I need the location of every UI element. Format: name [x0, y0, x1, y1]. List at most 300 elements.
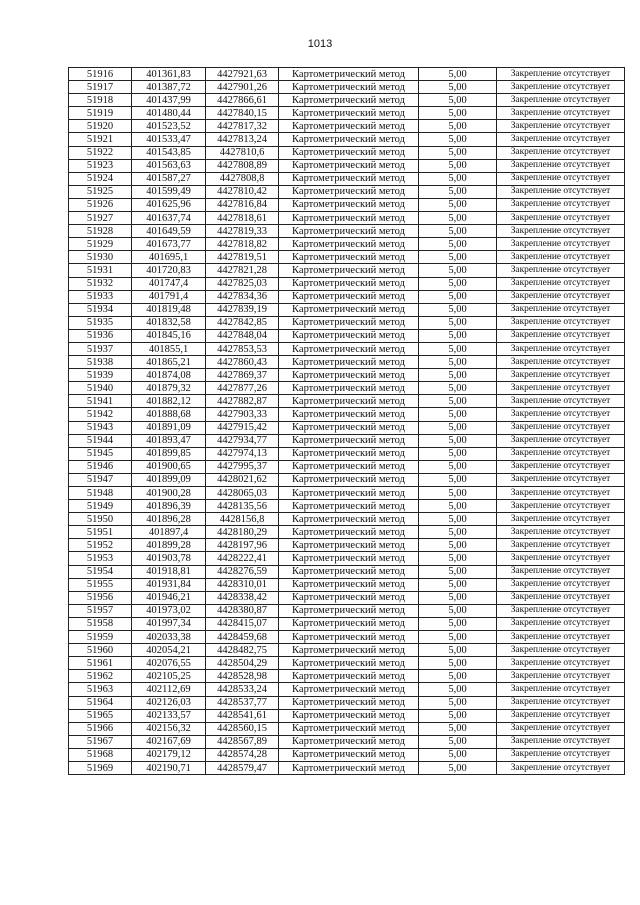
page-number: 1013: [307, 38, 333, 50]
y-coordinate-cell: 4428197,96: [206, 539, 279, 552]
y-coordinate-cell: 4427810,6: [206, 146, 279, 159]
table-row: [69, 526, 625, 539]
point-number-cell: 51949: [69, 500, 132, 513]
method-cell: Картометрический метод: [279, 277, 419, 290]
x-coordinate-cell: 401791,4: [132, 290, 206, 303]
point-number-cell: 51956: [69, 591, 132, 604]
accuracy-cell: 5,00: [419, 735, 497, 748]
method-cell: Картометрический метод: [279, 670, 419, 683]
method-cell: Картометрический метод: [279, 513, 419, 526]
accuracy-cell: 5,00: [419, 107, 497, 120]
fixation-note-cell: Закрепление отсутствует: [497, 133, 625, 146]
table-row: [69, 172, 625, 185]
accuracy-cell: 5,00: [419, 644, 497, 657]
x-coordinate-cell: 401819,48: [132, 303, 206, 316]
accuracy-cell: 5,00: [419, 748, 497, 761]
y-coordinate-cell: 4427853,53: [206, 342, 279, 355]
table-row: [69, 460, 625, 473]
table-row: [69, 133, 625, 146]
point-number-cell: 51951: [69, 526, 132, 539]
point-number-cell: 51923: [69, 159, 132, 172]
y-coordinate-cell: 4427995,37: [206, 460, 279, 473]
point-number-cell: 51966: [69, 722, 132, 735]
x-coordinate-cell: 401879,32: [132, 382, 206, 395]
table-row: [69, 107, 625, 120]
method-cell: Картометрический метод: [279, 264, 419, 277]
point-number-cell: 51935: [69, 316, 132, 329]
accuracy-cell: 5,00: [419, 159, 497, 172]
x-coordinate-cell: 401587,27: [132, 172, 206, 185]
table-row: [69, 395, 625, 408]
table-row: [69, 487, 625, 500]
method-cell: Картометрический метод: [279, 473, 419, 486]
table-row: [69, 277, 625, 290]
accuracy-cell: 5,00: [419, 146, 497, 159]
x-coordinate-cell: 401899,09: [132, 473, 206, 486]
fixation-note-cell: Закрепление отсутствует: [497, 552, 625, 565]
table-row: [69, 342, 625, 355]
table-row: [69, 761, 625, 774]
y-coordinate-cell: 4427974,13: [206, 447, 279, 460]
x-coordinate-cell: 401637,74: [132, 212, 206, 225]
accuracy-cell: 5,00: [419, 290, 497, 303]
fixation-note-cell: Закрепление отсутствует: [497, 500, 625, 513]
y-coordinate-cell: 4427860,43: [206, 356, 279, 369]
x-coordinate-cell: 401649,59: [132, 225, 206, 238]
table-row: [69, 591, 625, 604]
method-cell: Картометрический метод: [279, 421, 419, 434]
x-coordinate-cell: 402076,55: [132, 657, 206, 670]
y-coordinate-cell: 4428222,41: [206, 552, 279, 565]
x-coordinate-cell: 402167,69: [132, 735, 206, 748]
table-row: [69, 408, 625, 421]
x-coordinate-cell: 401874,08: [132, 369, 206, 382]
point-number-cell: 51955: [69, 578, 132, 591]
table-row: [69, 382, 625, 395]
x-coordinate-cell: 401882,12: [132, 395, 206, 408]
fixation-note-cell: Закрепление отсутствует: [497, 696, 625, 709]
method-cell: Картометрический метод: [279, 578, 419, 591]
y-coordinate-cell: 4428415,07: [206, 617, 279, 630]
accuracy-cell: 5,00: [419, 382, 497, 395]
accuracy-cell: 5,00: [419, 277, 497, 290]
point-number-cell: 51959: [69, 631, 132, 644]
fixation-note-cell: Закрепление отсутствует: [497, 342, 625, 355]
x-coordinate-cell: 401946,21: [132, 591, 206, 604]
y-coordinate-cell: 4428180,29: [206, 526, 279, 539]
table-row: [69, 120, 625, 133]
point-number-cell: 51922: [69, 146, 132, 159]
point-number-cell: 51969: [69, 761, 132, 774]
accuracy-cell: 5,00: [419, 185, 497, 198]
point-number-cell: 51937: [69, 342, 132, 355]
point-number-cell: 51920: [69, 120, 132, 133]
method-cell: Картометрический метод: [279, 94, 419, 107]
table-row: [69, 513, 625, 526]
y-coordinate-cell: 4427834,36: [206, 290, 279, 303]
fixation-note-cell: Закрепление отсутствует: [497, 447, 625, 460]
point-number-cell: 51933: [69, 290, 132, 303]
x-coordinate-cell: 401673,77: [132, 238, 206, 251]
y-coordinate-cell: 4428567,89: [206, 735, 279, 748]
accuracy-cell: 5,00: [419, 81, 497, 94]
point-number-cell: 51921: [69, 133, 132, 146]
method-cell: Картометрический метод: [279, 146, 419, 159]
table-row: [69, 670, 625, 683]
point-number-cell: 51958: [69, 617, 132, 630]
table-row: [69, 212, 625, 225]
point-number-cell: 51927: [69, 212, 132, 225]
fixation-note-cell: Закрепление отсутствует: [497, 513, 625, 526]
x-coordinate-cell: 402105,25: [132, 670, 206, 683]
accuracy-cell: 5,00: [419, 565, 497, 578]
table-row: [69, 81, 625, 94]
x-coordinate-cell: 402054,21: [132, 644, 206, 657]
accuracy-cell: 5,00: [419, 172, 497, 185]
table-row: [69, 683, 625, 696]
accuracy-cell: 5,00: [419, 657, 497, 670]
method-cell: Картометрический метод: [279, 565, 419, 578]
fixation-note-cell: Закрепление отсутствует: [497, 329, 625, 342]
method-cell: Картометрический метод: [279, 185, 419, 198]
fixation-note-cell: Закрепление отсутствует: [497, 225, 625, 238]
y-coordinate-cell: 4428021,62: [206, 473, 279, 486]
fixation-note-cell: Закрепление отсутствует: [497, 591, 625, 604]
y-coordinate-cell: 4427934,77: [206, 434, 279, 447]
point-number-cell: 51964: [69, 696, 132, 709]
y-coordinate-cell: 4428459,68: [206, 631, 279, 644]
x-coordinate-cell: 401865,21: [132, 356, 206, 369]
x-coordinate-cell: 402112,69: [132, 683, 206, 696]
method-cell: Картометрический метод: [279, 251, 419, 264]
method-cell: Картометрический метод: [279, 81, 419, 94]
accuracy-cell: 5,00: [419, 434, 497, 447]
method-cell: Картометрический метод: [279, 342, 419, 355]
fixation-note-cell: Закрепление отсутствует: [497, 748, 625, 761]
method-cell: Картометрический метод: [279, 748, 419, 761]
accuracy-cell: 5,00: [419, 709, 497, 722]
y-coordinate-cell: 4427819,33: [206, 225, 279, 238]
accuracy-cell: 5,00: [419, 264, 497, 277]
accuracy-cell: 5,00: [419, 342, 497, 355]
accuracy-cell: 5,00: [419, 198, 497, 211]
fixation-note-cell: Закрепление отсутствует: [497, 617, 625, 630]
x-coordinate-cell: 401893,47: [132, 434, 206, 447]
table-row: [69, 447, 625, 460]
table-row: [69, 68, 625, 81]
fixation-note-cell: Закрепление отсутствует: [497, 526, 625, 539]
table-row: [69, 552, 625, 565]
accuracy-cell: 5,00: [419, 526, 497, 539]
y-coordinate-cell: 4428528,98: [206, 670, 279, 683]
point-number-cell: 51930: [69, 251, 132, 264]
method-cell: Картометрический метод: [279, 631, 419, 644]
accuracy-cell: 5,00: [419, 513, 497, 526]
x-coordinate-cell: 401903,78: [132, 552, 206, 565]
fixation-note-cell: Закрепление отсутствует: [497, 81, 625, 94]
point-number-cell: 51918: [69, 94, 132, 107]
y-coordinate-cell: 4427816,84: [206, 198, 279, 211]
x-coordinate-cell: 401891,09: [132, 421, 206, 434]
method-cell: Картометрический метод: [279, 133, 419, 146]
accuracy-cell: 5,00: [419, 460, 497, 473]
accuracy-cell: 5,00: [419, 722, 497, 735]
y-coordinate-cell: 4428380,87: [206, 604, 279, 617]
y-coordinate-cell: 4428574,28: [206, 748, 279, 761]
method-cell: Картометрический метод: [279, 539, 419, 552]
fixation-note-cell: Закрепление отсутствует: [497, 238, 625, 251]
point-number-cell: 51950: [69, 513, 132, 526]
method-cell: Картометрический метод: [279, 303, 419, 316]
fixation-note-cell: Закрепление отсутствует: [497, 460, 625, 473]
fixation-note-cell: Закрепление отсутствует: [497, 277, 625, 290]
accuracy-cell: 5,00: [419, 408, 497, 421]
accuracy-cell: 5,00: [419, 631, 497, 644]
method-cell: Картометрический метод: [279, 329, 419, 342]
fixation-note-cell: Закрепление отсутствует: [497, 68, 625, 81]
y-coordinate-cell: 4427810,42: [206, 185, 279, 198]
fixation-note-cell: Закрепление отсутствует: [497, 172, 625, 185]
point-number-cell: 51963: [69, 683, 132, 696]
point-number-cell: 51934: [69, 303, 132, 316]
accuracy-cell: 5,00: [419, 303, 497, 316]
x-coordinate-cell: 401543,85: [132, 146, 206, 159]
table-row: [69, 735, 625, 748]
method-cell: Картометрический метод: [279, 617, 419, 630]
y-coordinate-cell: 4427825,03: [206, 277, 279, 290]
method-cell: Картометрический метод: [279, 316, 419, 329]
x-coordinate-cell: 401720,83: [132, 264, 206, 277]
method-cell: Картометрический метод: [279, 408, 419, 421]
y-coordinate-cell: 4428156,8: [206, 513, 279, 526]
x-coordinate-cell: 401563,63: [132, 159, 206, 172]
fixation-note-cell: Закрепление отсутствует: [497, 264, 625, 277]
point-number-cell: 51967: [69, 735, 132, 748]
fixation-note-cell: Закрепление отсутствует: [497, 709, 625, 722]
y-coordinate-cell: 4428533,24: [206, 683, 279, 696]
fixation-note-cell: Закрепление отсутствует: [497, 198, 625, 211]
table-row: [69, 434, 625, 447]
method-cell: Картометрический метод: [279, 107, 419, 120]
accuracy-cell: 5,00: [419, 683, 497, 696]
y-coordinate-cell: 4427821,28: [206, 264, 279, 277]
table-row: [69, 316, 625, 329]
x-coordinate-cell: 401900,65: [132, 460, 206, 473]
y-coordinate-cell: 4428482,75: [206, 644, 279, 657]
fixation-note-cell: Закрепление отсутствует: [497, 434, 625, 447]
point-number-cell: 51941: [69, 395, 132, 408]
coordinates-table-body: [69, 68, 625, 775]
x-coordinate-cell: 401832,58: [132, 316, 206, 329]
y-coordinate-cell: 4427839,19: [206, 303, 279, 316]
x-coordinate-cell: 401899,85: [132, 447, 206, 460]
fixation-note-cell: Закрепление отсутствует: [497, 185, 625, 198]
table-row: [69, 264, 625, 277]
accuracy-cell: 5,00: [419, 94, 497, 107]
point-number-cell: 51924: [69, 172, 132, 185]
point-number-cell: 51925: [69, 185, 132, 198]
point-number-cell: 51928: [69, 225, 132, 238]
accuracy-cell: 5,00: [419, 578, 497, 591]
fixation-note-cell: Закрепление отсутствует: [497, 539, 625, 552]
fixation-note-cell: Закрепление отсутствует: [497, 408, 625, 421]
method-cell: Картометрический метод: [279, 552, 419, 565]
table-row: [69, 539, 625, 552]
x-coordinate-cell: 401897,4: [132, 526, 206, 539]
fixation-note-cell: Закрепление отсутствует: [497, 303, 625, 316]
method-cell: Картометрический метод: [279, 159, 419, 172]
table-row: [69, 356, 625, 369]
point-number-cell: 51953: [69, 552, 132, 565]
x-coordinate-cell: 401523,52: [132, 120, 206, 133]
x-coordinate-cell: 401533,47: [132, 133, 206, 146]
table-row: [69, 146, 625, 159]
fixation-note-cell: Закрепление отсутствует: [497, 159, 625, 172]
table-row: [69, 696, 625, 709]
accuracy-cell: 5,00: [419, 356, 497, 369]
method-cell: Картометрический метод: [279, 369, 419, 382]
point-number-cell: 51944: [69, 434, 132, 447]
x-coordinate-cell: 401437,99: [132, 94, 206, 107]
method-cell: Картометрический метод: [279, 657, 419, 670]
accuracy-cell: 5,00: [419, 552, 497, 565]
y-coordinate-cell: 4427819,51: [206, 251, 279, 264]
point-number-cell: 51926: [69, 198, 132, 211]
accuracy-cell: 5,00: [419, 68, 497, 81]
x-coordinate-cell: 402179,12: [132, 748, 206, 761]
x-coordinate-cell: 401896,28: [132, 513, 206, 526]
method-cell: Картометрический метод: [279, 382, 419, 395]
accuracy-cell: 5,00: [419, 329, 497, 342]
table-row: [69, 709, 625, 722]
method-cell: Картометрический метод: [279, 604, 419, 617]
fixation-note-cell: Закрепление отсутствует: [497, 683, 625, 696]
point-number-cell: 51942: [69, 408, 132, 421]
point-number-cell: 51952: [69, 539, 132, 552]
table-row: [69, 329, 625, 342]
point-number-cell: 51943: [69, 421, 132, 434]
point-number-cell: 51968: [69, 748, 132, 761]
table-row: [69, 290, 625, 303]
method-cell: Картометрический метод: [279, 212, 419, 225]
fixation-note-cell: Закрепление отсутствует: [497, 120, 625, 133]
point-number-cell: 51939: [69, 369, 132, 382]
method-cell: Картометрический метод: [279, 68, 419, 81]
fixation-note-cell: Закрепление отсутствует: [497, 631, 625, 644]
table-row: [69, 617, 625, 630]
fixation-note-cell: Закрепление отсутствует: [497, 473, 625, 486]
table-row: [69, 578, 625, 591]
x-coordinate-cell: 402190,71: [132, 761, 206, 774]
accuracy-cell: 5,00: [419, 133, 497, 146]
y-coordinate-cell: 4428065,03: [206, 487, 279, 500]
fixation-note-cell: Закрепление отсутствует: [497, 146, 625, 159]
accuracy-cell: 5,00: [419, 696, 497, 709]
y-coordinate-cell: 4428560,15: [206, 722, 279, 735]
point-number-cell: 51946: [69, 460, 132, 473]
fixation-note-cell: Закрепление отсутствует: [497, 316, 625, 329]
y-coordinate-cell: 4427840,15: [206, 107, 279, 120]
fixation-note-cell: Закрепление отсутствует: [497, 670, 625, 683]
method-cell: Картометрический метод: [279, 761, 419, 774]
method-cell: Картометрический метод: [279, 722, 419, 735]
point-number-cell: 51916: [69, 68, 132, 81]
accuracy-cell: 5,00: [419, 761, 497, 774]
method-cell: Картометрический метод: [279, 434, 419, 447]
fixation-note-cell: Закрепление отсутствует: [497, 761, 625, 774]
method-cell: Картометрический метод: [279, 447, 419, 460]
accuracy-cell: 5,00: [419, 251, 497, 264]
table-row: [69, 94, 625, 107]
fixation-note-cell: Закрепление отсутствует: [497, 94, 625, 107]
point-number-cell: 51947: [69, 473, 132, 486]
fixation-note-cell: Закрепление отсутствует: [497, 578, 625, 591]
method-cell: Картометрический метод: [279, 395, 419, 408]
table-row: [69, 251, 625, 264]
fixation-note-cell: Закрепление отсутствует: [497, 356, 625, 369]
y-coordinate-cell: 4428579,47: [206, 761, 279, 774]
table-row: [69, 500, 625, 513]
point-number-cell: 51919: [69, 107, 132, 120]
accuracy-cell: 5,00: [419, 670, 497, 683]
x-coordinate-cell: 401896,39: [132, 500, 206, 513]
x-coordinate-cell: 401480,44: [132, 107, 206, 120]
accuracy-cell: 5,00: [419, 238, 497, 251]
x-coordinate-cell: 401695,1: [132, 251, 206, 264]
x-coordinate-cell: 401918,81: [132, 565, 206, 578]
method-cell: Картометрический метод: [279, 696, 419, 709]
method-cell: Картометрический метод: [279, 120, 419, 133]
x-coordinate-cell: 401899,28: [132, 539, 206, 552]
y-coordinate-cell: 4427915,42: [206, 421, 279, 434]
table-row: [69, 225, 625, 238]
y-coordinate-cell: 4428276,59: [206, 565, 279, 578]
fixation-note-cell: Закрепление отсутствует: [497, 604, 625, 617]
accuracy-cell: 5,00: [419, 120, 497, 133]
point-number-cell: 51940: [69, 382, 132, 395]
point-number-cell: 51962: [69, 670, 132, 683]
point-number-cell: 51929: [69, 238, 132, 251]
accuracy-cell: 5,00: [419, 487, 497, 500]
x-coordinate-cell: 401625,96: [132, 198, 206, 211]
accuracy-cell: 5,00: [419, 617, 497, 630]
accuracy-cell: 5,00: [419, 539, 497, 552]
x-coordinate-cell: 401900,28: [132, 487, 206, 500]
point-number-cell: 51948: [69, 487, 132, 500]
y-coordinate-cell: 4428338,42: [206, 591, 279, 604]
point-number-cell: 51960: [69, 644, 132, 657]
y-coordinate-cell: 4428541,61: [206, 709, 279, 722]
y-coordinate-cell: 4427921,63: [206, 68, 279, 81]
table-row: [69, 159, 625, 172]
table-row: [69, 657, 625, 670]
y-coordinate-cell: 4427813,24: [206, 133, 279, 146]
x-coordinate-cell: 402126,03: [132, 696, 206, 709]
fixation-note-cell: Закрепление отсутствует: [497, 735, 625, 748]
x-coordinate-cell: 401747,4: [132, 277, 206, 290]
y-coordinate-cell: 4427901,26: [206, 81, 279, 94]
y-coordinate-cell: 4427882,87: [206, 395, 279, 408]
method-cell: Картометрический метод: [279, 526, 419, 539]
y-coordinate-cell: 4427848,04: [206, 329, 279, 342]
point-number-cell: 51965: [69, 709, 132, 722]
fixation-note-cell: Закрепление отсутствует: [497, 644, 625, 657]
x-coordinate-cell: 401599,49: [132, 185, 206, 198]
y-coordinate-cell: 4428504,29: [206, 657, 279, 670]
method-cell: Картометрический метод: [279, 644, 419, 657]
x-coordinate-cell: 402033,38: [132, 631, 206, 644]
accuracy-cell: 5,00: [419, 225, 497, 238]
